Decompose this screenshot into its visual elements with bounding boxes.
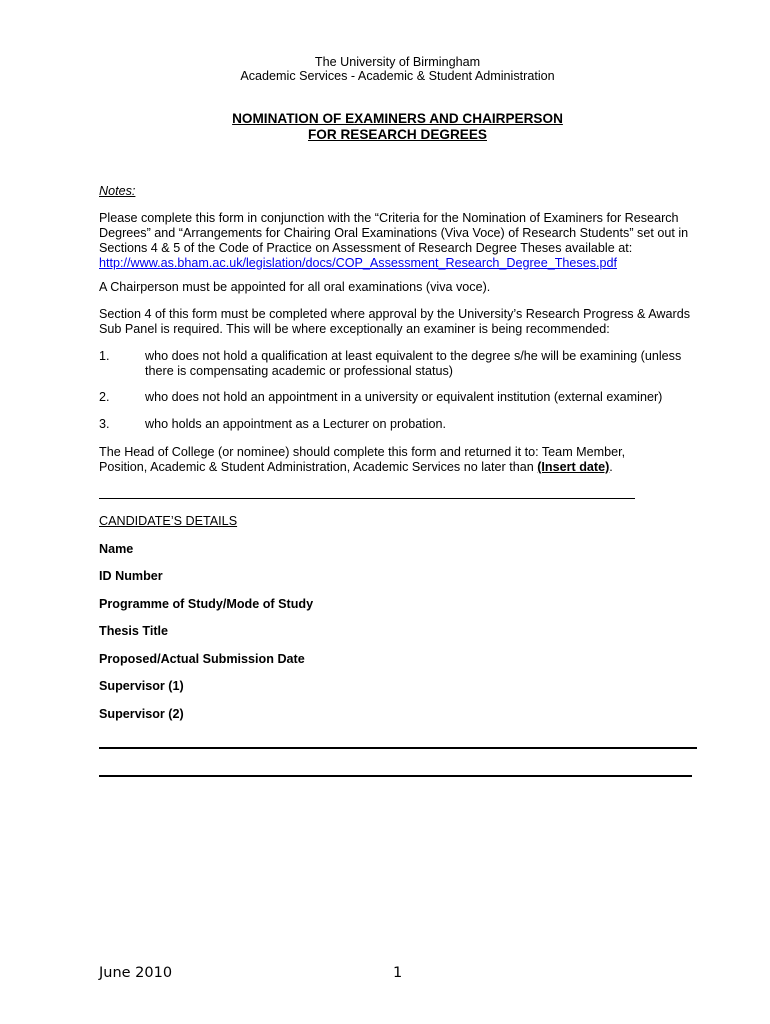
form-title-line2: FOR RESEARCH DEGREES	[307, 127, 487, 142]
notes-paragraph-4-text: The Head of College (or nominee) should complete this form and returned it to: Team Member, Position, Academic & Student Administration, Academic Services no later than	[99, 445, 626, 474]
name-field-label: Name	[99, 542, 134, 556]
footer-date: June 2010	[99, 965, 173, 981]
list-item-number: 2.	[99, 390, 110, 404]
notes-paragraph-4-end: .	[609, 460, 613, 474]
programme-field-label: Programme of Study/Mode of Study	[99, 597, 314, 611]
supervisor-2-field-label: Supervisor (2)	[99, 707, 184, 721]
page-number: 1	[393, 965, 403, 981]
submission-date-field-label: Proposed/Actual Submission Date	[99, 652, 305, 666]
supervisor-1-field-label: Supervisor (1)	[99, 679, 184, 693]
list-item-number: 3.	[99, 417, 110, 431]
notes-paragraph-2: A Chairperson must be appointed for all oral examinations (viva voce).	[99, 280, 491, 294]
notes-label	[99, 184, 704, 199]
list-item-number: 1.	[99, 349, 110, 363]
id-number-field-label: ID Number	[99, 569, 163, 583]
candidate-details-heading-text: CANDIDATE’S DETAILS	[99, 514, 238, 528]
code-of-practice-link[interactable]: http://www.as.bham.ac.uk/legislation/docs/COP_Assessment_Research_Degree_Theses.pdf	[99, 256, 618, 270]
thesis-title-field-label: Thesis Title	[99, 624, 169, 638]
notes-label-text: Notes:	[99, 184, 136, 198]
notes-paragraph-3: Section 4 of this form must be completed where approval by the University’s Research Progress & Awards Sub Panel is required. This will be where exceptionally an examiner is being recommended:	[99, 307, 691, 336]
form-title-line1: NOMINATION OF EXAMINERS AND CHAIRPERSON	[232, 111, 563, 126]
notes-paragraph-1-text: Please complete this form in conjunction with the “Criteria for the Nomination of Examiners for Research Degrees” and “Arrangements for Chairing Oral Examinations (Viva Voce) of Research Students” set out in Sections 4 & 5 of the Code of Practice on Assessment of Research Degree Theses available at:	[99, 211, 689, 255]
department-name: Academic Services - Academic & Student Administration	[240, 69, 555, 83]
notes-paragraph-1	[99, 211, 704, 271]
section-divider-thick	[99, 775, 692, 777]
section-divider-thick	[99, 747, 697, 749]
section-divider	[99, 498, 635, 499]
list-item-text: who does not hold an appointment in a university or equivalent institution (external examiner)	[145, 390, 663, 404]
candidate-details-heading	[99, 514, 704, 529]
university-name: The University of Birmingham	[314, 55, 481, 69]
insert-date-placeholder: (Insert date)	[537, 460, 610, 474]
list-item-text: who holds an appointment as a Lecturer on probation.	[145, 417, 447, 431]
list-item-text: who does not hold a qualification at least equivalent to the degree s/he will be examining (unless there is compensating academic or professional status)	[145, 349, 682, 378]
notes-paragraph-4	[99, 445, 659, 475]
